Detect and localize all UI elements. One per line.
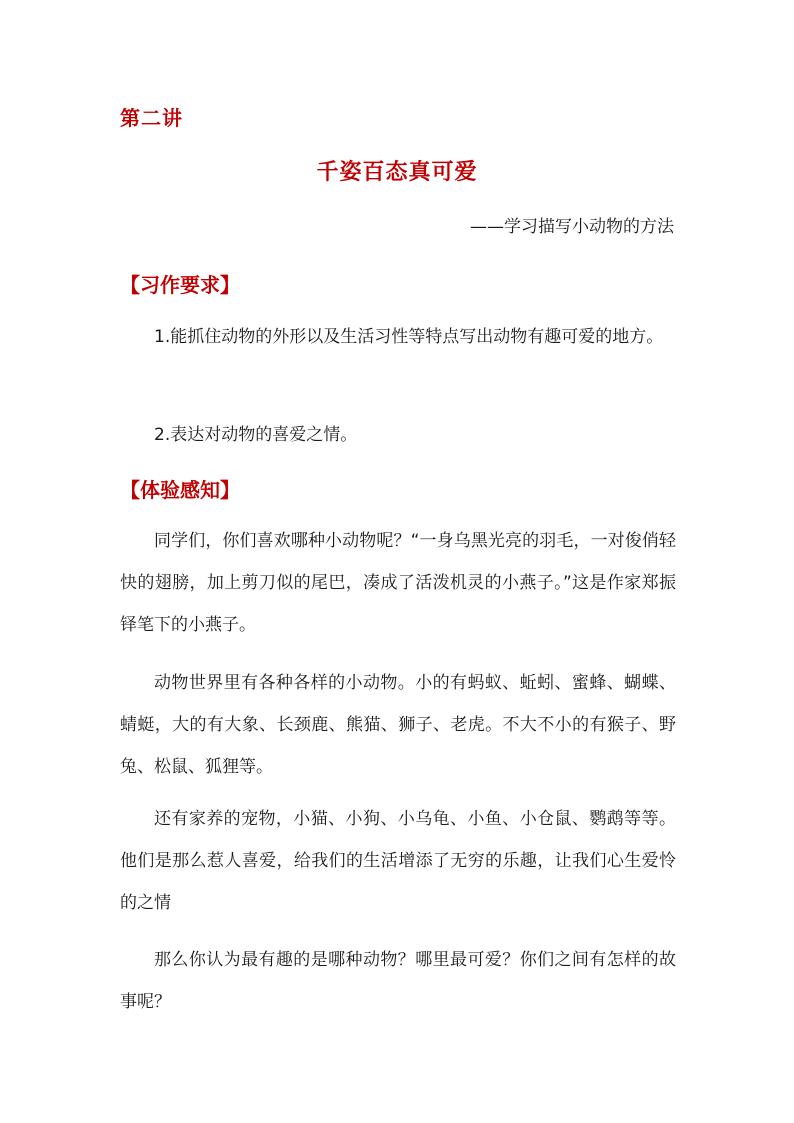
- experience-paragraph-2: 动物世界里有各种各样的小动物。小的有蚂蚁、蚯蚓、蜜蜂、蝴蝶、蜻蜓，大的有大象、长颈鹿、熊猫、狮子、老虎。不大不小的有猴子、野兔、松鼠、狐狸等。: [120, 673, 676, 777]
- section-heading-experience: 【体验感知】: [120, 478, 240, 502]
- lecture-number: 第二讲: [120, 106, 183, 130]
- experience-paragraph-1: 同学们，你们喜欢哪种小动物呢？“一身乌黑光亮的羽毛，一对俊俏轻快的翅膀，加上剪刀似的尾巴，凑成了活泼机灵的小燕子。”这是作家郑振铎笔下的小燕子。: [120, 531, 676, 635]
- experience-paragraph-4: 那么你认为最有趣的是哪种动物？哪里最可爱？你们之间有怎样的故事呢？: [120, 950, 676, 1012]
- requirement-item-1: 1.能抓住动物的外形以及生活习性等特点写出动物有趣可爱的地方。: [154, 327, 664, 347]
- section-heading-requirements: 【习作要求】: [120, 273, 240, 297]
- page-title: 千姿百态真可爱: [316, 159, 478, 185]
- experience-paragraph-3: 还有家养的宠物，小猫、小狗、小乌龟、小鱼、小仓鼠、鹦鹉等等。他们是那么惹人喜爱，给我们的生活增添了无穷的乐趣，让我们心生爱怜的之情: [120, 809, 676, 913]
- page-subtitle: ——学习描写小动物的方法: [470, 217, 674, 237]
- requirement-item-2: 2.表达对动物的喜爱之情。: [154, 425, 358, 445]
